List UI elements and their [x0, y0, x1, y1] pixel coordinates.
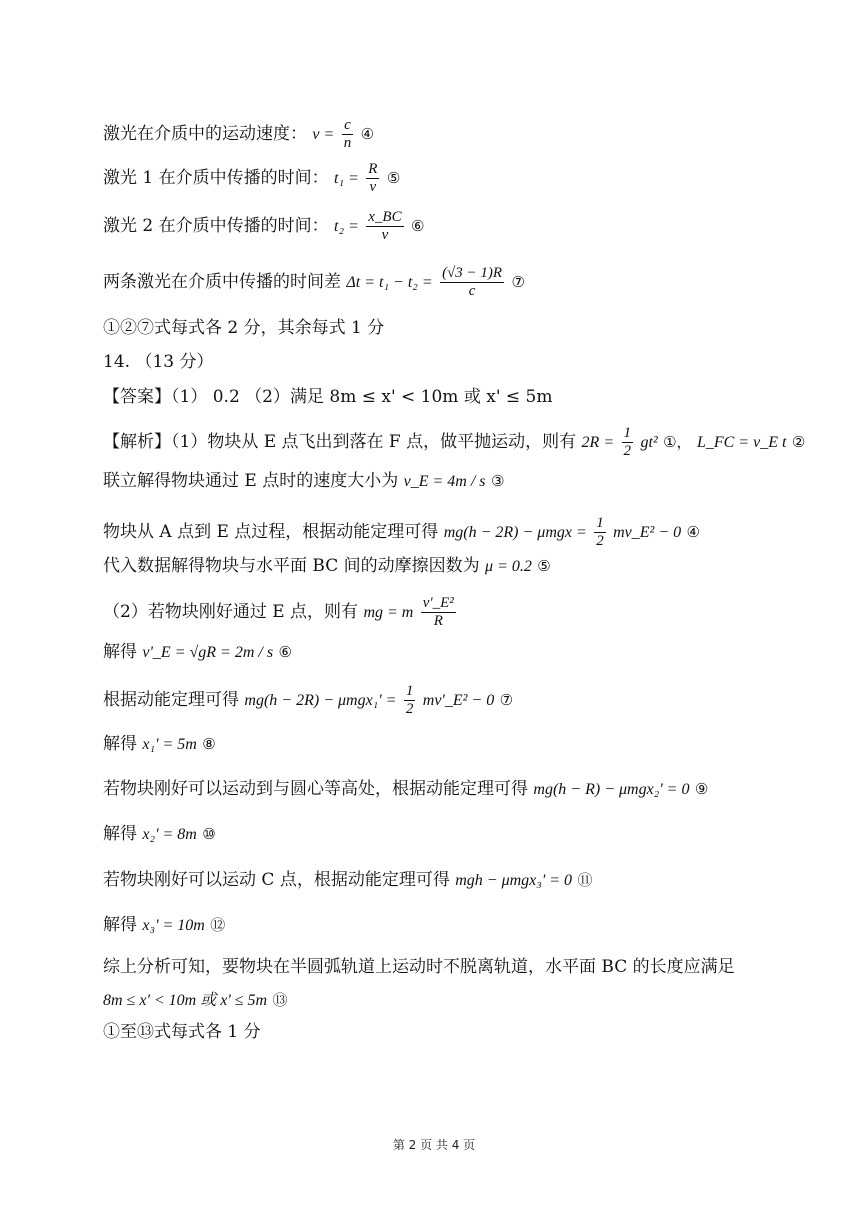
line-reach-c: 若物块刚好可以运动 C 点，根据动能定理可得 mgh − μmgx₃' = 0 ⑪ [103, 870, 593, 890]
line-laser-speed: 激光在介质中的运动速度： v = $\frac{c}{n}$ ④ [103, 117, 375, 151]
line-laser2-time: 激光 2 在介质中传播的时间： t₂ = $\frac{x\_BC}{v}$ ⑥ [103, 209, 425, 243]
fraction: $\frac{(√3 - 1)R}{c}$ [442, 265, 503, 299]
fraction: $\frac{x\_BC}{v}$ [368, 209, 402, 243]
line-laser1-time: 激光 1 在介质中传播的时间： t₁ = $\frac{R}{v}$ ⑤ [103, 161, 401, 195]
line-answer: 【答案】（1） 0.2 （2）满足 8m ≤ x' < 10m 或 x' ≤ 5m [103, 387, 553, 407]
page-footer [0, 1136, 868, 1153]
line-scoring-14: ①至⑬式每式各 1 分 [103, 1022, 261, 1042]
question-14-heading: 14. （13 分） [103, 352, 214, 372]
line-conclusion: 综上分析可知，要物块在半圆弧轨道上运动时不脱离轨道，水平面 BC 的长度应满足 [103, 957, 735, 977]
fraction: $\frac{1}{2}$ [405, 683, 414, 717]
line-friction-coefficient: 代入数据解得物块与水平面 BC 间的动摩擦因数为 μ = 0.2 ⑤ [103, 556, 551, 576]
line-energy-theorem-2: 根据动能定理可得 mg(h − 2R) − μmgx₁' = $\frac{1}{2}$ mv'_E² − 0 ⑦ [103, 683, 514, 717]
line-part2-condition: （2）若物块刚好通过 E 点，则有 mg = m $\frac{\text{v'\_E²}}{R}$ [103, 595, 454, 629]
fraction: $\frac{R}{v}$ [368, 161, 378, 195]
line-time-difference: 两条激光在介质中传播的时间差 Δt = t₁ − t₂ = $\frac{(√3 - 1)R}{c}$ ⑦ [103, 265, 525, 299]
fraction: $\frac{\text{v'\_E²}}{R}$ [422, 595, 454, 629]
line-center-height: 若物块刚好可以运动到与圆心等高处，根据动能定理可得 mg(h − R) − μmgx₂' = 0 ⑨ [103, 779, 709, 799]
line-solve-ve: 解得 v'_E = √gR = 2m / s ⑥ [103, 642, 292, 662]
line-solve-x3: 解得 x₃' = 10m ⑫ [103, 915, 226, 935]
line-energy-theorem: 物块从 A 点到 E 点过程，根据动能定理可得 mg(h − 2R) − μmgx = $\frac{1}{2}$ mv_E² − 0 ④ [103, 515, 700, 549]
page-number: 第 2 页 共 4 页 [392, 1138, 476, 1152]
fraction: $\frac{1}{2}$ [596, 515, 604, 549]
line-analysis-1: 【解析】（1）物块从 E 点飞出到落在 F 点，做平抛运动，则有 2R = $\frac{1}{2}$ gt² ①， L_FC = v_E t ② [103, 425, 806, 459]
fraction: $\frac{1}{2}$ [623, 425, 632, 459]
line-velocity-e: 联立解得物块通过 E 点时的速度大小为 v_E = 4m / s ③ [103, 471, 505, 491]
line-solve-x2: 解得 x₂' = 8m ⑩ [103, 824, 216, 844]
fraction: $\frac{c}{n}$ [343, 117, 352, 151]
line-scoring-13: ①②⑦式每式各 2 分，其余每式 1 分 [103, 318, 385, 338]
line-final-range: 8m ≤ x' < 10m 或 x' ≤ 5m ⑬ [103, 991, 288, 1009]
line-solve-x1: 解得 x₁' = 5m ⑧ [103, 734, 216, 754]
